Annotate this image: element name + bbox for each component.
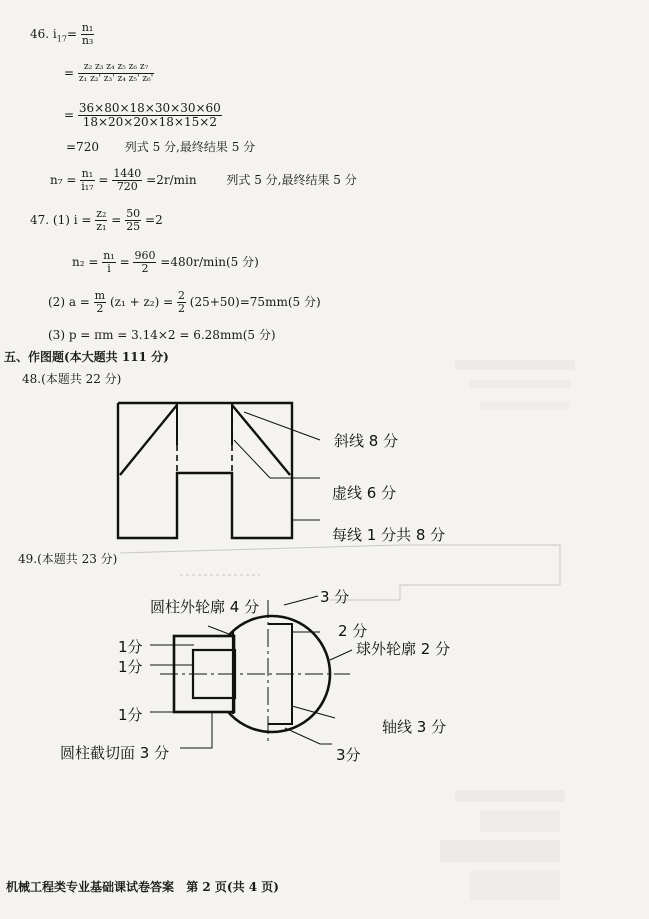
q49-label-sphere: 球外轮廓 2 分: [356, 640, 451, 658]
q48-label-slant: 斜线 8 分: [334, 432, 399, 450]
q49-label-3a: 3 分: [320, 588, 350, 606]
q47-n2-result: =480r/min(5 分): [160, 255, 259, 269]
q49-label-cyl-outline: 圆柱外轮廓 4 分: [150, 598, 260, 616]
q49-label-3b: 3分: [336, 746, 361, 764]
q49-leader-3a: [284, 596, 318, 605]
q46-n7: n₇ =: [50, 173, 77, 187]
q48-label-each: 每线 1 分共 8 分: [332, 526, 446, 544]
q49-label-1c: 1分: [118, 706, 143, 724]
q48-leader-slant: [244, 412, 320, 440]
q46-eq5: =: [98, 173, 109, 187]
q48-figure: [118, 403, 320, 538]
q46-n7-result: =2r/min: [146, 173, 197, 187]
scan-noise-7: [470, 870, 560, 900]
q46-frac1-den: n₃: [81, 34, 94, 47]
q46-label: 46.: [30, 27, 50, 41]
q47-n2-frac1-num: n₁: [103, 249, 115, 262]
q47-p1-frac1-num: z₂: [96, 207, 107, 220]
footer-page: 第 2 页(共 4 页): [186, 880, 279, 894]
q46-frac5-num: 1440: [113, 167, 142, 180]
q49-label-2: 2 分: [338, 622, 368, 640]
q48-label-dash: 虚线 6 分: [332, 484, 397, 502]
q47-p2-frac1-den: 2: [96, 302, 104, 315]
q49-label-1b: 1分: [118, 658, 143, 676]
q47-p2-frac1-num: m: [94, 289, 106, 302]
q46-eq3: =: [64, 108, 75, 122]
scan-noise-5: [480, 810, 560, 832]
q49-title: [18, 552, 117, 566]
q47-p1-frac2-num: 50: [126, 207, 141, 220]
q49-figure: [150, 596, 352, 748]
q49-leader-sphere: [330, 650, 352, 660]
q47-p2-frac2-num: 2: [177, 289, 185, 302]
q49-leader-section: [180, 712, 212, 748]
q46-frac3-den: 18×20×20×18×15×2: [82, 115, 217, 129]
q49-leader-3b: [285, 728, 332, 744]
scan-noise-4: [455, 790, 565, 802]
q47-p2-mid: (z₁ + z₂) =: [109, 295, 174, 309]
q47-p1-result: =2: [145, 213, 163, 227]
q46-eq: =: [66, 27, 78, 41]
q46-frac3-num: 36×80×18×30×30×60: [78, 101, 221, 115]
q49-label-section: 圆柱截切面 3 分: [60, 744, 170, 762]
q48-outline: [118, 403, 292, 538]
q46-result: =720: [66, 140, 99, 154]
scan-noise-6: [440, 840, 560, 862]
q46-score1: 列式 5 分,最终结果 5 分: [124, 140, 256, 154]
q46-frac5-den: 720: [116, 180, 138, 193]
q49-title-text: 49.(本题共 23 分): [18, 552, 118, 566]
q47-p2-result: (25+50)=75mm(5 分): [189, 295, 321, 309]
q48-slant-left: [120, 405, 177, 475]
q46-i-sub: 17: [56, 34, 67, 44]
q46-frac1-num: n₁: [81, 21, 94, 34]
q46-score2: 列式 5 分,最终结果 5 分: [226, 173, 357, 187]
q46-i: i: [52, 27, 57, 41]
q46-frac2-num: z₂ z₃ z₄ z₅ z₆ z₇: [78, 62, 154, 74]
q47-n2-eq: =: [119, 255, 130, 269]
q47-n2-frac2-num: 960: [134, 249, 156, 262]
q47-p1-label: 47. (1) i =: [30, 213, 92, 227]
q48-title-text: 48.(本题共 22 分): [22, 372, 122, 386]
q47-p1-eq: =: [111, 213, 122, 227]
footer: [6, 880, 279, 894]
q47-n2-frac1-den: i: [107, 262, 111, 275]
q47-n2-label: n₂ =: [72, 255, 99, 269]
q47-p1-frac1-den: z₁: [96, 220, 107, 233]
q46-frac4-num: n₁: [81, 167, 94, 180]
q49-leader-cyl-outline: [208, 626, 234, 636]
q46-eq2: =: [64, 66, 75, 80]
q46-frac4-den: i₁₇: [81, 180, 94, 193]
q49-label-1a: 1分: [118, 638, 143, 656]
q48-slant-right: [232, 405, 290, 475]
q47-n2-frac2-den: 2: [141, 262, 149, 275]
footer-text: 机械工程类专业基础课试卷答案: [6, 880, 175, 894]
q46-frac2-den: z₁ z₂' z₃' z₄ z₅' z₆': [78, 74, 154, 84]
q47-p2-frac2-den: 2: [177, 302, 185, 315]
section-5-text: 五、作图题(本大题共 111 分): [4, 350, 169, 364]
q47-p3: (3) p = πm = 3.14×2 = 6.28mm(5 分): [48, 328, 276, 342]
q47-p1-frac2-den: 25: [126, 220, 141, 233]
q47-p2-label: (2) a =: [48, 295, 90, 309]
q49-label-axis: 轴线 3 分: [382, 718, 447, 736]
